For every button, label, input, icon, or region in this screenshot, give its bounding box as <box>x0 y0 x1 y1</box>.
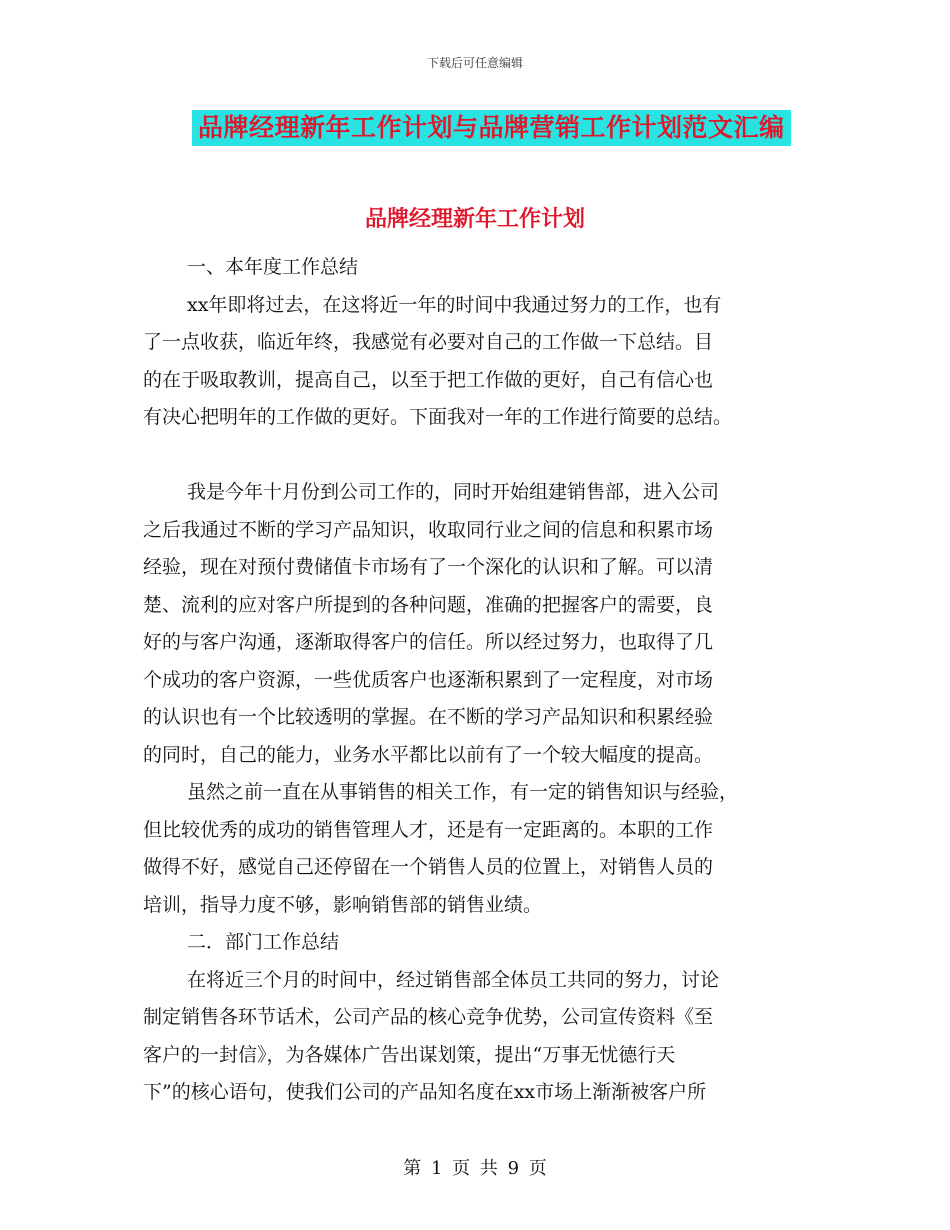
text-line: 在将近三个月的时间中，经过销售部全体员工共同的努力，讨论 <box>187 968 720 991</box>
text-line: 培训，指导力度不够，影响销售部的销售业绩。 <box>143 893 543 916</box>
paragraph <box>143 774 803 924</box>
text-line: 做得不好，感觉自己还停留在一个销售人员的位置上，对销售人员的 <box>143 856 714 878</box>
header-note: 下载后可任意编辑 <box>426 56 523 70</box>
text-line: 一、本年度工作总结 <box>187 256 359 278</box>
text-line: 的认识也有一个比较透明的掌握。在不断的学习产品知识和积累经验 <box>143 706 714 728</box>
text-line: 了一点收获，临近年终，我感觉有必要对自己的工作做一下总结。目 <box>143 331 714 353</box>
text-line: 制定销售各环节话术，公司产品的核心竞争优势，公司宣传资料《至 <box>143 1006 714 1028</box>
text-line: 下”的核心语句，使我们公司的产品知名度在xx市场上渐渐被客户所 <box>143 1081 707 1103</box>
text-line: xx年即将过去，在这将近一年的时间中我通过努力的工作，也有 <box>187 293 722 316</box>
text-line: 有决心把明年的工作做的更好。下面我对一年的工作进行简要的总结。 <box>143 406 733 428</box>
page-footer: 第 1 页 共 9 页 <box>403 1158 547 1179</box>
body-text <box>143 249 803 1112</box>
text-line: 的在于吸取教训，提高自己，以至于把工作做的更好，自己有信心也 <box>143 368 714 391</box>
text-line: 客户的一封信》，为各媒体广告出谋划策，提出“万事无忧德行天 <box>143 1043 676 1066</box>
text-line: 个成功的客户资源，一些优质客户也逐渐积累到了一定程度，对市场 <box>143 668 714 691</box>
paragraph <box>143 287 803 437</box>
document-title: 品牌经理新年工作计划与品牌营销工作计划范文汇编 <box>192 110 791 146</box>
text-line: 楚、流利的应对客户所提到的各种问题，准确的把握客户的需要，良 <box>143 593 714 616</box>
paragraph <box>143 924 803 962</box>
text-line: 虽然之前一直在从事销售的相关工作，有一定的销售知识与经验， <box>187 781 739 803</box>
paragraph <box>143 249 803 287</box>
text-line: 好的与客户沟通，逐渐取得客户的信任。所以经过努力，也取得了几 <box>143 631 714 653</box>
text-line: 经验，现在对预付费储值卡市场有了一个深化的认识和了解。可以清 <box>143 556 714 578</box>
text-line: 二．部门工作总结 <box>187 931 340 953</box>
text-line: 但比较优秀的成功的销售管理人才，还是有一定距离的。本职的工作 <box>143 818 714 841</box>
paragraph <box>143 474 803 774</box>
section-title: 品牌经理新年工作计划 <box>364 206 585 232</box>
text-line: 之后我通过不断的学习产品知识，收取同行业之间的信息和积累市场 <box>143 518 714 541</box>
text-line: 的同时，自己的能力，业务水平都比以前有了一个较大幅度的提高。 <box>143 743 714 766</box>
text-line: 我是今年十月份到公司工作的，同时开始组建销售部，进入公司 <box>187 481 720 503</box>
paragraph <box>143 962 803 1112</box>
